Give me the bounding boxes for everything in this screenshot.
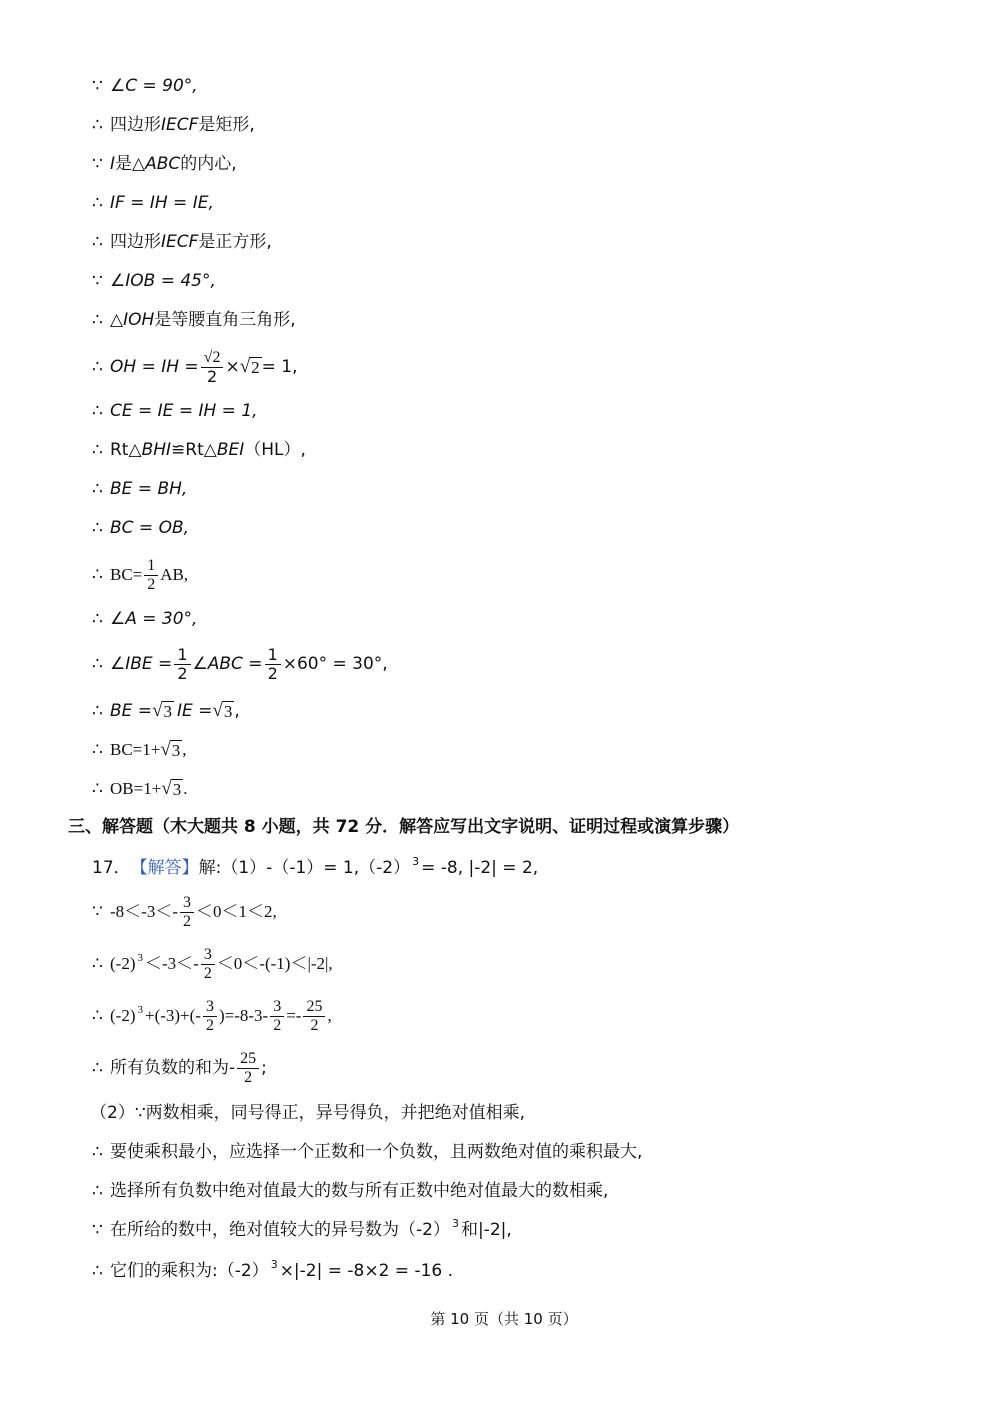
numerator: 3 <box>201 946 215 965</box>
line-text: BC= <box>110 565 143 584</box>
fraction <box>174 646 190 683</box>
problem-number: 17． <box>92 858 131 878</box>
line-text: 所有负数的和为- <box>110 1058 236 1078</box>
therefore-symbol: ∴ <box>92 401 103 421</box>
radicand: 2 <box>251 357 260 377</box>
therefore-symbol: ∴ <box>92 310 103 330</box>
because-symbol: ∵ <box>92 902 103 921</box>
line-text: . <box>183 779 188 798</box>
denominator: 2 <box>182 912 191 930</box>
line-3 <box>92 152 237 176</box>
line-2 <box>92 113 255 137</box>
therefore-symbol: ∴ <box>92 654 103 674</box>
problem-17-line-4 <box>92 994 332 1038</box>
problem-17-line-2 <box>92 890 277 934</box>
problem-17-line-6 <box>90 1101 525 1125</box>
line-text: 是等腰直角三角形, <box>154 310 296 330</box>
line-15 <box>92 642 388 686</box>
fraction <box>203 998 217 1035</box>
line-var: I <box>110 154 116 174</box>
line-text: ×|-2| = -8×2 = -16 . <box>279 1261 454 1281</box>
exponent: 3 <box>451 1217 459 1230</box>
line-4 <box>92 191 214 215</box>
because-symbol: ∵ <box>92 154 103 174</box>
exponent: 3 <box>412 855 420 868</box>
therefore-symbol: ∴ <box>92 1261 103 1281</box>
line-text: ≌Rt△ <box>171 440 217 460</box>
line-text: Rt△ <box>110 440 142 460</box>
line-text: IF = IH = IE, <box>110 193 214 213</box>
line-text: )=-8-3- <box>218 1006 269 1025</box>
therefore-symbol: ∴ <box>92 779 103 798</box>
line-9 <box>92 399 258 423</box>
line-text: (-2) <box>110 954 136 973</box>
therefore-symbol: ∴ <box>92 440 103 460</box>
line-17 <box>92 738 187 762</box>
denominator: 2 <box>205 1016 214 1034</box>
because-symbol: ∵ <box>92 76 103 96</box>
line-11 <box>92 477 187 501</box>
problem-17-line-7 <box>92 1140 642 1164</box>
line-text: ; <box>261 1058 267 1078</box>
therefore-symbol: ∴ <box>92 701 103 721</box>
line-text: , <box>327 1006 332 1025</box>
line-text: （2）∵两数相乘，同号得正，异号得负，并把绝对值相乘, <box>90 1103 526 1123</box>
numerator: 1 <box>144 557 158 576</box>
line-text: OB=1+ <box>110 779 162 798</box>
therefore-symbol: ∴ <box>92 518 103 538</box>
line-text: 选择所有负数中绝对值最大的数与所有正数中绝对值最大的数相乘, <box>110 1181 609 1201</box>
line-text: (-2) <box>110 1006 136 1025</box>
therefore-symbol: ∴ <box>92 609 103 629</box>
numerator: 3 <box>203 998 217 1017</box>
line-text: ×60° = 30°, <box>282 654 388 674</box>
section-heading: 三、解答题（木大题共 8 小题，共 72 分．解答应写出文字说明、证明过程或演算步骤） <box>68 817 740 837</box>
line-18 <box>92 777 187 801</box>
line-var: IECF <box>161 115 199 135</box>
page-footer: 第 10 页（共 10 页） <box>430 1310 578 1328</box>
line-13 <box>92 553 188 597</box>
problem-17-line-5 <box>92 1046 267 1090</box>
line-text: 要使乘积最小，应选择一个正数和一个负数，且两数绝对值的乘积最大, <box>110 1142 643 1162</box>
denominator: 2 <box>273 1016 282 1034</box>
times-sign: × <box>225 357 240 377</box>
denominator: 2 <box>310 1016 319 1034</box>
denominator: 2 <box>267 663 278 683</box>
line-text: = -8, |-2| = 2, <box>421 858 539 878</box>
therefore-symbol: ∴ <box>92 479 103 499</box>
fraction <box>237 1050 259 1087</box>
denominator: 2 <box>203 964 212 982</box>
fraction <box>270 998 284 1035</box>
line-text: =- <box>286 1006 302 1025</box>
line-text: 和|-2|, <box>460 1220 512 1240</box>
line-1 <box>92 74 198 98</box>
numerator: 1 <box>174 646 190 665</box>
sqrt: √ 3 <box>160 738 181 760</box>
line-var: BHI <box>141 440 172 460</box>
numerator: 1 <box>265 646 281 665</box>
answer-tag: 【解答】 <box>130 858 199 878</box>
line-text: 解:（1）-（-1）= 1,（-2） <box>198 858 411 878</box>
fraction <box>201 946 215 983</box>
because-symbol: ∵ <box>92 1220 103 1240</box>
line-text: 四边形 <box>110 115 161 135</box>
problem-17-line-10 <box>92 1259 453 1283</box>
line-16 <box>92 699 240 723</box>
line-text: ∠IBE = <box>110 654 173 674</box>
numerator: 3 <box>270 998 284 1017</box>
line-12 <box>92 516 189 540</box>
problem-17-line-1 <box>92 856 538 880</box>
line-text: , <box>234 701 240 721</box>
sqrt: √ 3 <box>161 777 182 799</box>
therefore-symbol: ∴ <box>92 954 103 973</box>
line-14 <box>92 607 197 631</box>
radicand: 3 <box>223 701 233 721</box>
line-text: ＜0＜1＜2, <box>195 902 277 921</box>
radicand: 3 <box>171 740 181 760</box>
line-var: IECF <box>161 232 199 252</box>
line-text: BE = BH, <box>110 479 188 499</box>
line-text: 它们的乘积为:（-2） <box>110 1261 269 1281</box>
line-text: ＜-3＜- <box>144 954 199 973</box>
radicand: 3 <box>172 779 182 799</box>
denominator: 2 <box>177 663 188 683</box>
therefore-symbol: ∴ <box>92 1181 103 1201</box>
line-text: （HL）, <box>244 440 306 460</box>
line-text: 的内心, <box>180 154 237 174</box>
numerator: 25 <box>237 1050 259 1069</box>
line-text: 是矩形, <box>198 115 255 135</box>
therefore-symbol: ∴ <box>92 1142 103 1162</box>
sqrt: √ 3 <box>212 699 233 721</box>
problem-17-line-9 <box>92 1218 512 1242</box>
fraction <box>144 557 158 594</box>
numerator: 25 <box>303 998 325 1017</box>
therefore-symbol: ∴ <box>92 193 103 213</box>
denominator: 2 <box>206 366 218 386</box>
therefore-symbol: ∴ <box>92 1006 103 1025</box>
therefore-symbol: ∴ <box>92 115 103 135</box>
numerator: √2 <box>201 349 224 368</box>
exponent: 3 <box>137 952 143 964</box>
line-var: IOH <box>123 310 155 330</box>
line-10 <box>92 438 306 462</box>
line-text: 在所给的数中，绝对值较大的异号数为（-2） <box>110 1220 450 1240</box>
line-text: 是△ <box>115 154 146 174</box>
therefore-symbol: ∴ <box>92 1058 103 1078</box>
line-text: BC=1+ <box>110 740 161 759</box>
therefore-symbol: ∴ <box>92 232 103 252</box>
line-var: ABC <box>145 154 181 174</box>
line-text: ∠C = 90°, <box>110 76 198 96</box>
therefore-symbol: ∴ <box>92 565 103 584</box>
line-text: ∠A = 30°, <box>110 609 198 629</box>
line-text: +(-3)+(- <box>144 1006 201 1025</box>
line-8 <box>92 345 298 389</box>
problem-17-line-3 <box>92 942 333 986</box>
fraction <box>303 998 325 1035</box>
therefore-symbol: ∴ <box>92 740 103 759</box>
line-text: = 1, <box>261 357 298 377</box>
line-text: △ <box>110 310 124 330</box>
line-5 <box>92 230 272 254</box>
line-text: -8＜-3＜- <box>110 902 178 921</box>
line-text: BC = OB, <box>110 518 190 538</box>
line-var: BEI <box>216 440 245 460</box>
line-text: ＜0＜-(-1)＜|-2|, <box>216 954 333 973</box>
numerator: 3 <box>180 894 194 913</box>
sqrt: √ 2 <box>239 355 260 377</box>
line-7 <box>92 308 296 332</box>
because-symbol: ∵ <box>92 271 103 291</box>
sqrt: √ 3 <box>152 699 172 721</box>
fraction <box>265 646 281 683</box>
denominator: 2 <box>244 1068 253 1086</box>
exponent: 3 <box>270 1258 278 1271</box>
problem-17-line-8 <box>92 1179 608 1203</box>
line-text: ∠IOB = 45°, <box>110 271 216 291</box>
line-text: IE = <box>177 701 213 721</box>
line-text: 四边形 <box>110 232 161 252</box>
line-text: OH = IH = <box>110 357 199 377</box>
radicand: 3 <box>163 701 172 721</box>
line-text: ∠ABC = <box>192 654 263 674</box>
denominator: 2 <box>147 575 156 593</box>
line-text: AB, <box>160 565 189 584</box>
fraction <box>180 894 194 931</box>
line-6 <box>92 269 216 293</box>
line-text: , <box>182 740 187 759</box>
exponent: 3 <box>137 1004 143 1016</box>
line-text: 是正方形, <box>198 232 272 252</box>
fraction <box>201 349 224 386</box>
therefore-symbol: ∴ <box>92 357 103 377</box>
line-text: BE = <box>110 701 153 721</box>
line-text: CE = IE = IH = 1, <box>110 401 258 421</box>
